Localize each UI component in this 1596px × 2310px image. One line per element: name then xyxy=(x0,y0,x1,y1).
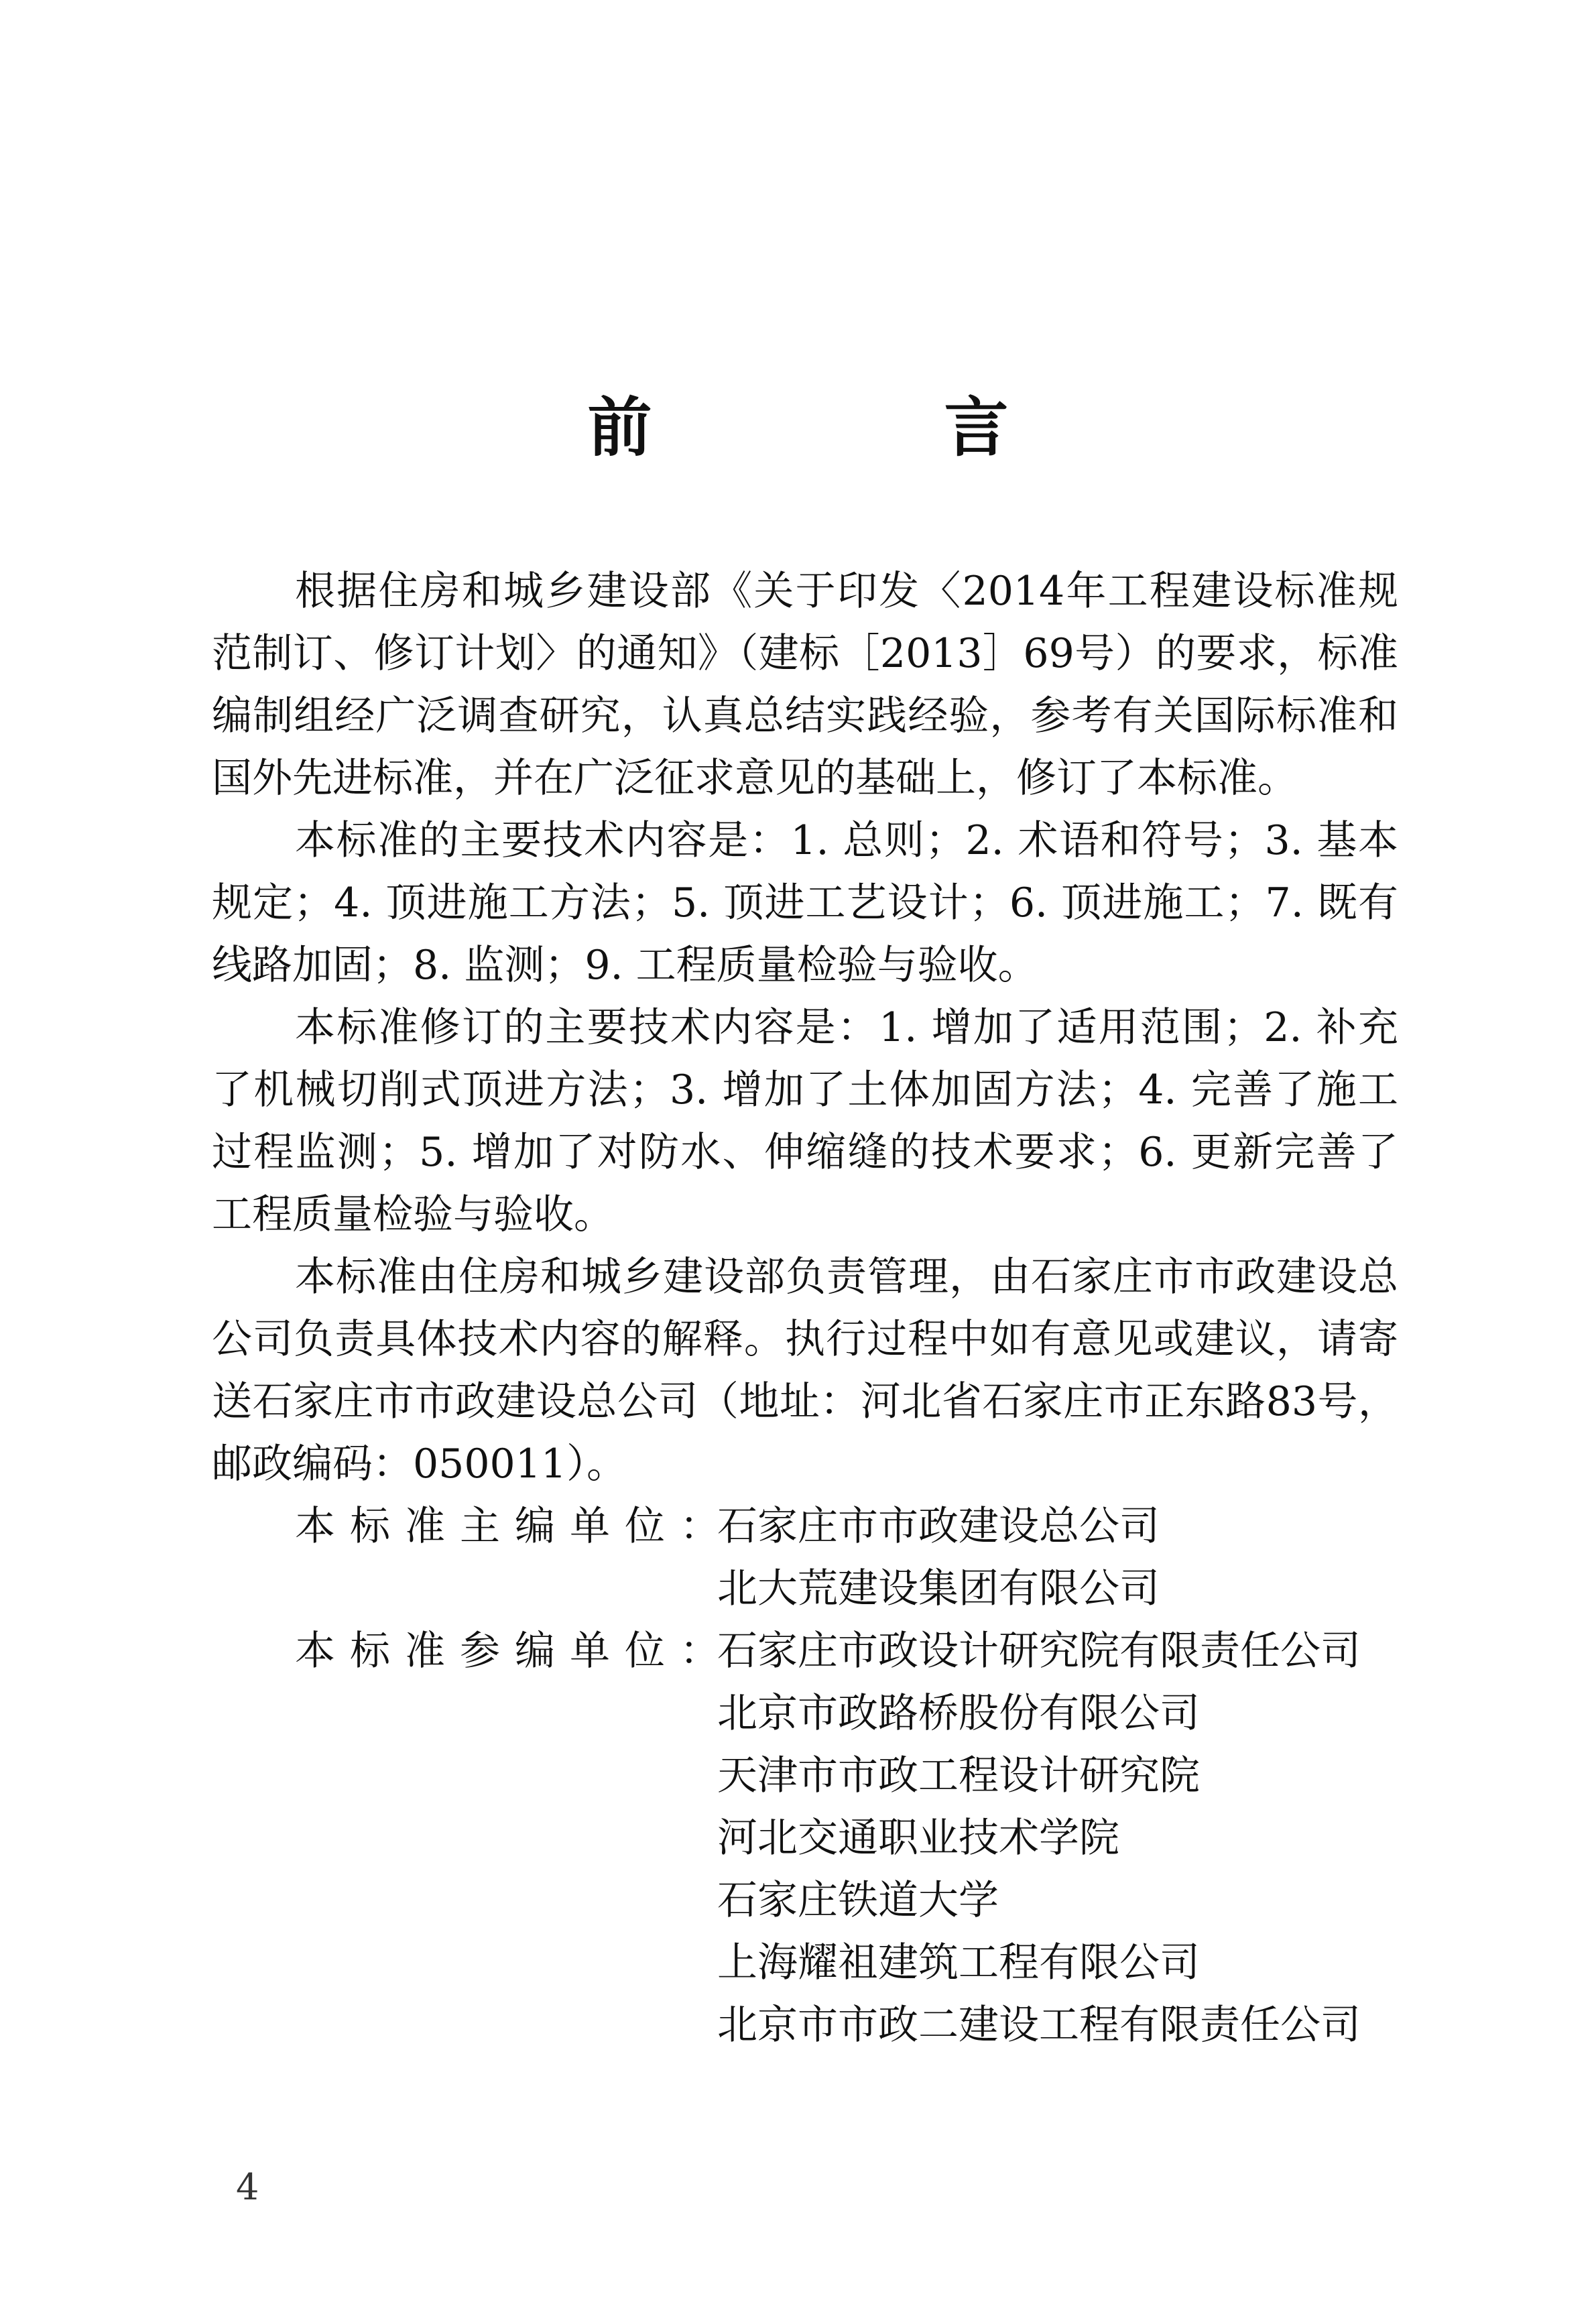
paragraph-management: 本标准由住房和城乡建设部负责管理，由石家庄市市政建设总公司负责具体技术内容的解释。执行过程中如有意见或建议，请寄送石家庄市市政建设总公司（地址：河北省石家庄市正东路83号，邮政编码：050011）。 xyxy=(212,1254,1398,1487)
unit-name: 河北交通职业技术学院 xyxy=(717,1815,1119,1862)
editor-units xyxy=(212,1496,1398,2057)
unit-name: 北京市政路桥股份有限公司 xyxy=(717,1690,1200,1737)
chief-editor-label: 本标准主编单位： xyxy=(295,1503,735,1550)
unit-name: 上海耀祖建筑工程有限公司 xyxy=(717,1939,1200,1986)
page-number: 4 xyxy=(236,2166,259,2208)
participating-editor-list xyxy=(717,1620,1361,2057)
unit-name: 北京市市政二建设工程有限责任公司 xyxy=(717,2002,1361,2049)
paragraph-basis: 根据住房和城乡建设部《关于印发〈2014年工程建设标准规范制订、修订计划〉的通知》（建标［2013］69号）的要求，标准编制组经广泛调查研究，认真总结实践经验，参考有关国际标准和国外先进标准，并在广泛征求意见的基础上，修订了本标准。 xyxy=(212,568,1398,802)
unit-name: 天津市市政工程设计研究院 xyxy=(717,1752,1200,1799)
unit-name: 石家庄市政设计研究院有限责任公司 xyxy=(717,1628,1361,1675)
participating-editor-label: 本标准参编单位： xyxy=(295,1628,735,1675)
preface-body xyxy=(212,560,1398,2057)
paragraph-main-content: 本标准的主要技术内容是：1. 总则；2. 术语和符号；3. 基本规定；4. 顶进施工方法；5. 顶进工艺设计；6. 顶进施工；7. 既有线路加固；8. 监测；9. 工程质量检验与验收。 xyxy=(212,817,1398,989)
unit-name: 北大荒建设集团有限公司 xyxy=(717,1565,1160,1612)
unit-name: 石家庄铁道大学 xyxy=(717,1877,999,1924)
unit-name: 石家庄市市政建设总公司 xyxy=(717,1503,1160,1550)
participating-editor-units xyxy=(212,1620,1398,2057)
chief-editor-units xyxy=(212,1496,1398,1620)
page-title: 前 言 xyxy=(587,389,1123,465)
chief-editor-list xyxy=(717,1496,1160,1620)
paragraph-revision-content: 本标准修订的主要技术内容是：1. 增加了适用范围；2. 补充了机械切削式顶进方法；3. 增加了土体加固方法；4. 完善了施工过程监测；5. 增加了对防水、伸缩缝的技术要求；6. 更新完善了工程质量检验与验收。 xyxy=(212,1004,1398,1238)
